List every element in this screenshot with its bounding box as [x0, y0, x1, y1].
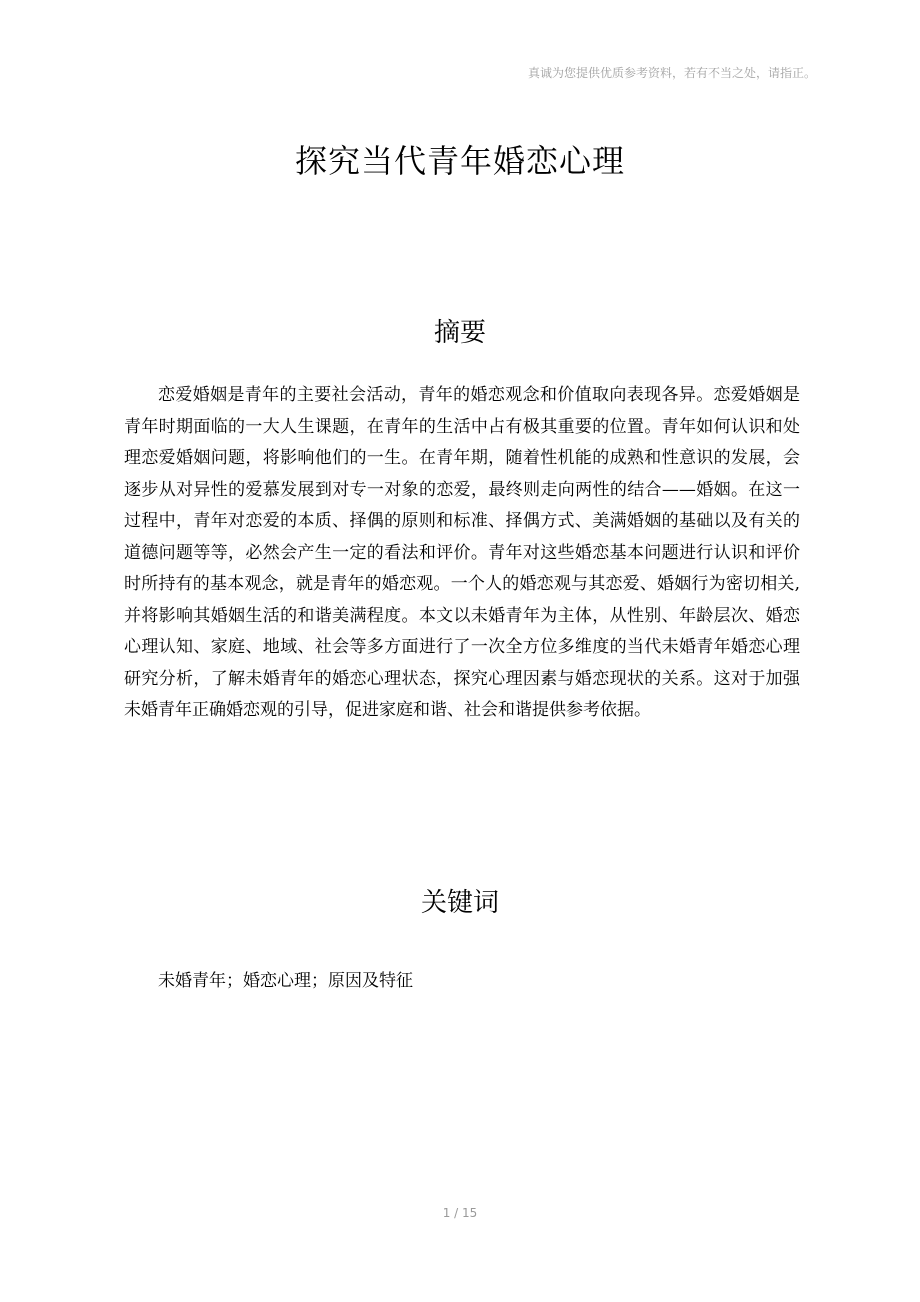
keywords-heading: 关键词: [420, 888, 499, 918]
abstract-heading: 摘要: [433, 318, 486, 348]
header-note: 真诚为您提供优质参考资料，若有不当之处，请指正。: [527, 66, 816, 80]
keywords-body: 未婚青年；婚恋心理；原因及特征: [158, 971, 413, 991]
abstract-body: 恋爱婚姻是青年的主要社会活动，青年的婚恋观念和价值取向表现各异。恋爱婚姻是青年时期面临的一大人生课题，在青年的生活中占有极其重要的位置。青年如何认识和处理恋爱婚姻问题，将影响他们的一生。在青年期，随着性机能的成熟和性意识的发展，会逐步从对异性的爱慕发展到对专一对象的恋爱，最终则走向两性的结合——婚姻。在这一过程中，青年对恋爱的本质、择偶的原则和标准、择偶方式、美满婚姻的基础以及有关的道德问题等等，必然会产生一定的看法和评价。青年对这些婚恋基本问题进行认识和评价时所持有的基本观念，就是青年的婚恋观。一个人的婚恋观与其恋爱、婚姻行为密切相关,并将影响其婚姻生活的和谐美满程度。本文以未婚青年为主体，从性别、年龄层次、婚恋心理认知、家庭、地域、社会等多方面进行了一次全方位多维度的当代未婚青年婚恋心理研究分析，了解未婚青年的婚恋心理状态，探究心理因素与婚恋现状的关系。这对于加强未婚青年正确婚恋观的引导，促进家庭和谐、社会和谐提供参考依据。: [124, 385, 800, 720]
document-title: 探究当代青年婚恋心理: [294, 142, 625, 180]
page-number: 1 / 15: [442, 1206, 478, 1220]
